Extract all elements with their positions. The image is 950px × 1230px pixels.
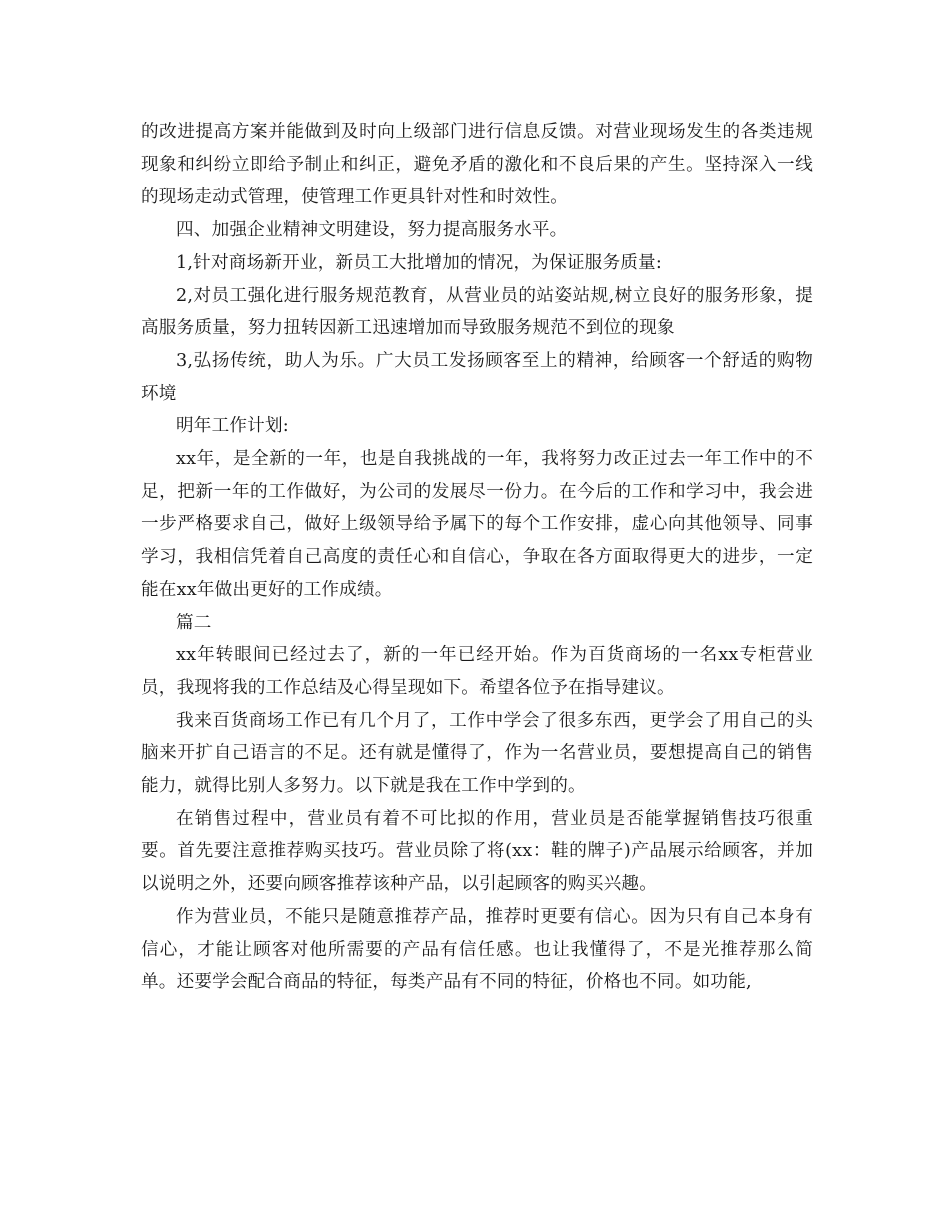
document-body [141, 116, 813, 999]
paragraph-1: 的改进提高方案并能做到及时向上级部门进行信息反馈。对营业现场发生的各类违规现象和纠纷立即给予制止和纠正，避免矛盾的激化和不良后果的产生。坚持深入一线的现场走动式管理，使管理工作更具针对性和时效性。 [141, 122, 813, 208]
paragraph-7: xx年，是全新的一年，也是自我挑战的一年，我将努力改正过去一年工作中的不足，把新一年的工作做好，为公司的发展尽一份力。在今后的工作和学习中，我会进一步严格要求自己，做好上级领导给予属下的每个工作安排，虚心向其他领导、同事学习，我相信凭着自己高度的责任心和自信心，争取在各方面取得更大的进步，一定能在xx年做出更好的工作成绩。 [141, 449, 813, 600]
paragraph-6: 明年工作计划: [176, 416, 289, 437]
paragraph-2: 四、加强企业精神文明建设，努力提高服务水平。 [176, 220, 568, 241]
paragraph-11: 在销售过程中，营业员有着不可比拟的作用，营业员是否能掌握销售技巧很重要。首先要注意推荐购买技巧。营业员除了将(xx：鞋的牌子)产品展示给顾客，并加以说明之外，还要向顾客推荐该种产品，以引起顾客的购买兴趣。 [141, 808, 813, 895]
paragraph-10: 我来百货商场工作已有几个月了，工作中学会了很多东西，更学会了用自己的头脑来开扩自己语言的不足。还有就是懂得了，作为一名营业员，要想提高自己的销售能力，就得比别人多努力。以下就是我在工作中学到的。 [141, 710, 813, 797]
paragraph-3: 1,针对商场新开业，新员工大批增加的情况，为保证服务质量: [176, 252, 662, 273]
paragraph-5: 3,弘扬传统，助人为乐。广大员工发扬顾客至上的精神，给顾客一个舒适的购物环境 [141, 350, 813, 404]
section-heading: 篇二 [176, 612, 212, 633]
paragraph-12: 作为营业员，不能只是随意推荐产品，推荐时更要有信心。因为只有自己本身有信心，才能让顾客对他所需要的产品有信任感。也让我懂得了，不是光推荐那么简单。还要学会配合商品的特征，每类产品有不同的特征，价格也不同。如功能, [141, 906, 813, 993]
paragraph-4: 2,对员工强化进行服务规范教育，从营业员的站姿站规,树立良好的服务形象，提高服务质量，努力扭转因新工迅速增加而导致服务规范不到位的现象 [141, 285, 813, 339]
paragraph-9: xx年转眼间已经过去了，新的一年已经开始。作为百货商场的一名xx专柜营业员，我现将我的工作总结及心得呈现如下。希望各位予在指导建议。 [141, 645, 813, 698]
